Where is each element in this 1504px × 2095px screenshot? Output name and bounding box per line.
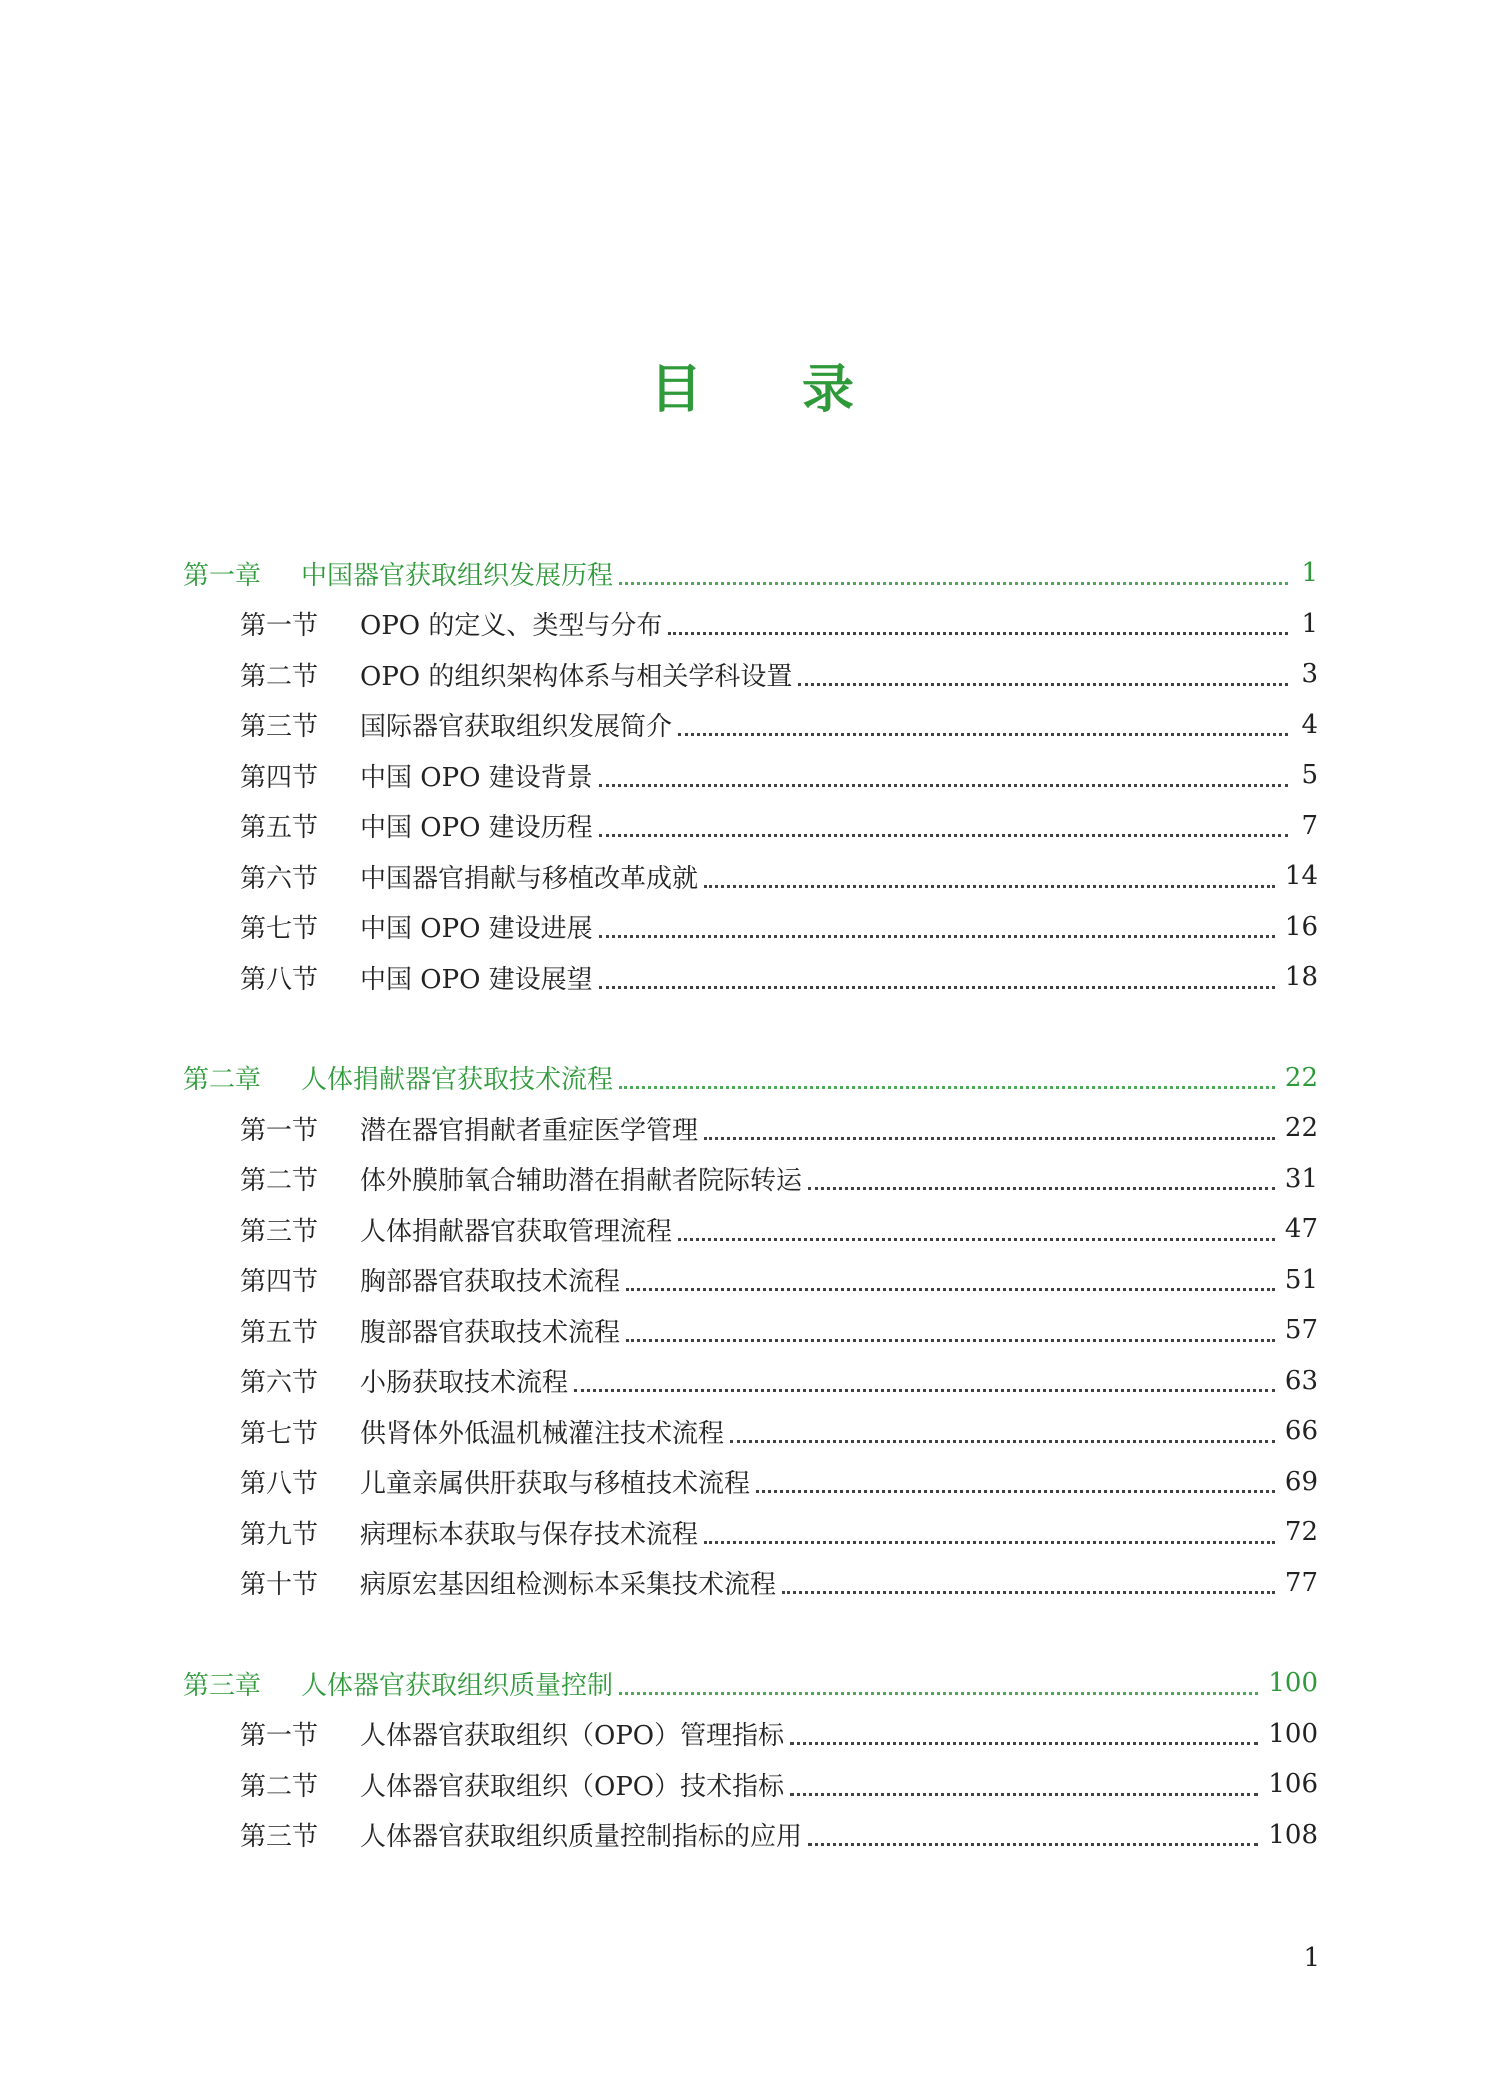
dot-leader <box>599 782 1288 787</box>
section-number: 第一节 <box>240 1115 319 1146</box>
dot-leader <box>619 1084 1275 1089</box>
dot-leader <box>704 883 1275 888</box>
section-entry[interactable] <box>0 1103 1318 1154</box>
chapter-title: 人体捐献器官获取技术流程 <box>301 1065 614 1096</box>
page-number: 57 <box>1284 1315 1318 1346</box>
footer-page-number: 1 <box>1303 1943 1320 1973</box>
page-number: 22 <box>1284 1062 1318 1093</box>
chapter-title: 人体器官获取组织质量控制 <box>301 1670 614 1701</box>
page-number: 7 <box>1301 810 1318 841</box>
section-title: 体外膜肺氧合辅助潜在捐献者院际转运 <box>360 1166 803 1197</box>
dot-leader <box>704 1539 1275 1544</box>
page-number: 4 <box>1301 709 1318 740</box>
section-title: 人体器官获取组织质量控制指标的应用 <box>360 1822 803 1853</box>
section-entry[interactable] <box>0 1810 1318 1861</box>
section-entry[interactable] <box>0 700 1318 751</box>
section-number: 第三节 <box>240 712 319 743</box>
section-number: 第五节 <box>240 813 319 844</box>
toc-title <box>0 355 1504 425</box>
section-entry[interactable] <box>0 1558 1318 1609</box>
section-entry[interactable] <box>0 801 1318 852</box>
page-number: 1 <box>1301 558 1318 589</box>
dot-leader <box>756 1488 1275 1493</box>
chapter-block <box>0 1053 1504 1609</box>
page-number: 31 <box>1284 1163 1318 1194</box>
dot-leader <box>678 1236 1275 1241</box>
page-number: 22 <box>1284 1113 1318 1144</box>
section-title: 病理标本获取与保存技术流程 <box>360 1519 699 1550</box>
page-number: 72 <box>1284 1517 1318 1548</box>
section-entry[interactable] <box>0 1709 1318 1760</box>
section-entry[interactable] <box>0 851 1318 902</box>
section-entry[interactable] <box>0 1305 1318 1356</box>
dot-leader <box>626 1337 1275 1342</box>
section-title: 人体器官获取组织（OPO）管理指标 <box>360 1721 785 1752</box>
section-title: 供肾体外低温机械灌注技术流程 <box>360 1418 725 1449</box>
section-title: 腹部器官获取技术流程 <box>360 1317 621 1348</box>
dot-leader <box>808 1185 1275 1190</box>
dot-leader <box>808 1841 1258 1846</box>
dot-leader <box>626 1286 1275 1291</box>
chapter-block <box>0 548 1504 1003</box>
dot-leader <box>619 1690 1258 1695</box>
page-number: 77 <box>1284 1567 1318 1598</box>
section-number: 第四节 <box>240 1267 319 1298</box>
section-number: 第五节 <box>240 1317 319 1348</box>
dot-leader <box>574 1387 1275 1392</box>
section-title: OPO 的组织架构体系与相关学科设置 <box>360 661 793 692</box>
page-number: 63 <box>1284 1365 1318 1396</box>
dot-leader <box>599 832 1288 837</box>
section-number: 第六节 <box>240 1368 319 1399</box>
page-number: 66 <box>1284 1416 1318 1447</box>
section-title: 国际器官获取组织发展简介 <box>360 712 673 743</box>
section-title: 胸部器官获取技术流程 <box>360 1267 621 1298</box>
page-number: 69 <box>1284 1466 1318 1497</box>
page-number: 1 <box>1301 608 1318 639</box>
dot-leader <box>599 984 1275 989</box>
dot-leader <box>678 731 1288 736</box>
table-of-contents <box>0 548 1504 1910</box>
section-entry[interactable] <box>0 1204 1318 1255</box>
section-number: 第七节 <box>240 914 319 945</box>
section-title: 中国 OPO 建设历程 <box>360 813 593 844</box>
section-entry[interactable] <box>0 1255 1318 1306</box>
page-number: 5 <box>1301 760 1318 791</box>
section-entry[interactable] <box>0 750 1318 801</box>
chapter-entry[interactable] <box>0 548 1318 599</box>
toc-title-char: 录 <box>802 359 855 420</box>
dot-leader <box>668 630 1288 635</box>
section-entry[interactable] <box>0 1154 1318 1205</box>
section-title: 中国 OPO 建设展望 <box>360 964 593 995</box>
toc-title-char: 目 <box>649 359 702 420</box>
section-entry[interactable] <box>0 1507 1318 1558</box>
section-title: 中国 OPO 建设进展 <box>360 914 593 945</box>
dot-leader <box>790 1791 1258 1796</box>
chapter-number: 第三章 <box>183 1670 262 1701</box>
chapter-number: 第一章 <box>183 560 262 591</box>
page-number: 14 <box>1284 861 1318 892</box>
section-number: 第一节 <box>240 1721 319 1752</box>
chapter-entry[interactable] <box>0 1053 1318 1104</box>
section-title: 病原宏基因组检测标本采集技术流程 <box>360 1570 777 1601</box>
chapter-title: 中国器官获取组织发展历程 <box>301 560 614 591</box>
dot-leader <box>704 1135 1275 1140</box>
section-number: 第六节 <box>240 863 319 894</box>
page-number: 3 <box>1301 659 1318 690</box>
page-number: 47 <box>1284 1214 1318 1245</box>
dot-leader <box>790 1740 1258 1745</box>
section-title: 人体捐献器官获取管理流程 <box>360 1216 673 1247</box>
section-entry[interactable] <box>0 902 1318 953</box>
section-title: 人体器官获取组织（OPO）技术指标 <box>360 1771 785 1802</box>
section-number: 第八节 <box>240 964 319 995</box>
dot-leader <box>798 681 1288 686</box>
chapter-number: 第二章 <box>183 1065 262 1096</box>
page-number: 51 <box>1284 1264 1318 1295</box>
dot-leader <box>730 1438 1275 1443</box>
section-entry[interactable] <box>0 952 1318 1003</box>
section-entry[interactable] <box>0 1759 1318 1810</box>
dot-leader <box>619 580 1288 585</box>
section-entry[interactable] <box>0 599 1318 650</box>
section-title: 儿童亲属供肝获取与移植技术流程 <box>360 1469 751 1500</box>
page-number: 100 <box>1268 1718 1318 1749</box>
section-number: 第八节 <box>240 1469 319 1500</box>
page-number: 16 <box>1284 911 1318 942</box>
page-number: 106 <box>1268 1769 1318 1800</box>
section-number: 第十节 <box>240 1570 319 1601</box>
dot-leader <box>599 933 1275 938</box>
page-number: 100 <box>1268 1668 1318 1699</box>
section-entry[interactable] <box>0 1406 1318 1457</box>
section-number: 第九节 <box>240 1519 319 1550</box>
section-title: 中国器官捐献与移植改革成就 <box>360 863 699 894</box>
section-number: 第三节 <box>240 1216 319 1247</box>
chapter-entry[interactable] <box>0 1658 1318 1709</box>
section-number: 第二节 <box>240 661 319 692</box>
section-number: 第二节 <box>240 1166 319 1197</box>
section-title: 中国 OPO 建设背景 <box>360 762 593 793</box>
section-number: 第七节 <box>240 1418 319 1449</box>
section-title: 小肠获取技术流程 <box>360 1368 569 1399</box>
page-number: 18 <box>1284 962 1318 993</box>
dot-leader <box>782 1589 1275 1594</box>
page-number: 108 <box>1268 1819 1318 1850</box>
section-number: 第二节 <box>240 1771 319 1802</box>
section-entry[interactable] <box>0 1356 1318 1407</box>
section-entry[interactable] <box>0 1457 1318 1508</box>
section-title: 潜在器官捐献者重症医学管理 <box>360 1115 699 1146</box>
section-number: 第三节 <box>240 1822 319 1853</box>
section-title: OPO 的定义、类型与分布 <box>360 611 663 642</box>
section-entry[interactable] <box>0 649 1318 700</box>
section-number: 第一节 <box>240 611 319 642</box>
chapter-block <box>0 1658 1504 1860</box>
section-number: 第四节 <box>240 762 319 793</box>
